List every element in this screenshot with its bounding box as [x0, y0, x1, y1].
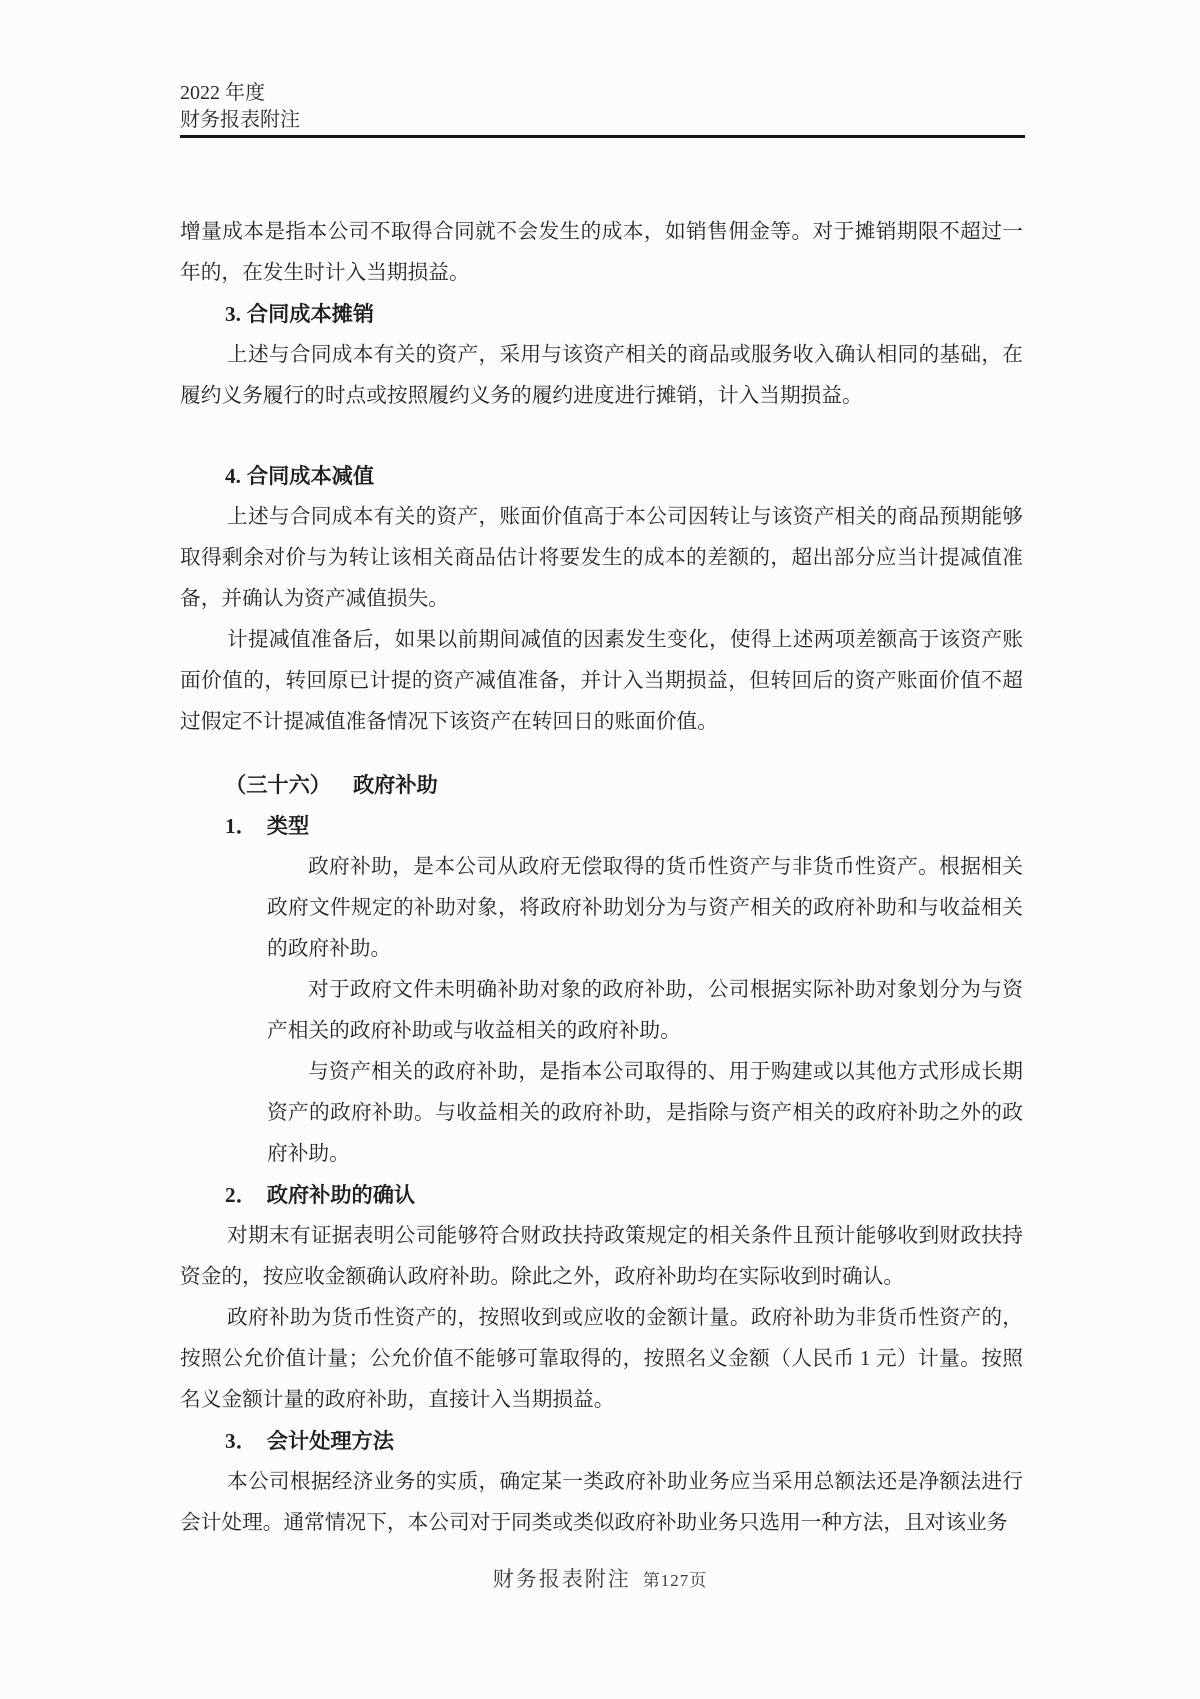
- sub-heading: [180, 1175, 1023, 1216]
- clause-heading: [180, 456, 1023, 497]
- paragraph: 政府补助为货币性资产的，按照收到或应收的金额计量。政府补助为非货币性资产的，按照公允价值计量；公允价值不能够可靠取得的，按照名义金额（人民币 1 元）计量。按照名义金额计量的政府补助，直接计入当期损益。: [180, 1307, 1023, 1411]
- document-body: [180, 212, 1023, 1544]
- clause-heading: [180, 294, 1023, 335]
- paragraph: 本公司根据经济业务的实质，确定某一类政府补助业务应当采用总额法还是净额法进行会计处理。通常情况下，本公司对于同类或类似政府补助业务只选用一种方法，且对该业务: [180, 1471, 1023, 1534]
- paragraph: 计提减值准备后，如果以前期间减值的因素发生变化，使得上述两项差额高于该资产账面价值的，转回原已计提的资产减值准备，并计入当期损益，但转回后的资产账面价值不超过假定不计提减值准备情况下该资产在转回日的账面价值。: [180, 629, 1023, 733]
- footer-doc-title: 财务报表附注: [492, 1567, 631, 1591]
- heading-number: 3．: [225, 1429, 257, 1453]
- heading-title: 会计处理方法: [266, 1429, 394, 1453]
- paragraph: 上述与合同成本有关的资产，账面价值高于本公司因转让与该资产相关的商品预期能够取得剩余对价与为转让该相关商品估计将要发生的成本的差额的，超出部分应当计提减值准备，并确认为资产减值损失。: [180, 506, 1023, 610]
- paragraph: 政府补助，是本公司从政府无偿取得的货币性资产与非货币性资产。根据相关政府文件规定的补助对象，将政府补助划分为与资产相关的政府补助和与收益相关的政府补助。: [267, 856, 1023, 960]
- heading-title: 政府补助的确认: [266, 1183, 416, 1207]
- heading-title: 类型: [266, 814, 310, 838]
- heading-title: 合同成本摊销: [246, 302, 375, 326]
- header-rule: [180, 135, 1025, 138]
- paragraph: 增量成本是指本公司不取得合同就不会发生的成本，如销售佣金等。对于摊销期限不超过一年的，在发生时计入当期损益。: [180, 221, 1023, 284]
- footer-page-number: 第127页: [642, 1571, 708, 1590]
- paragraph: 上述与合同成本有关的资产，采用与该资产相关的商品或服务收入确认相同的基础，在履约义务履行的时点或按照履约义务的履约进度进行摊销，计入当期损益。: [180, 344, 1023, 407]
- section-heading: [180, 765, 1023, 806]
- page-footer: [0, 1563, 1200, 1593]
- paragraph: 对期末有证据表明公司能够符合财政扶持政策规定的相关条件且预计能够收到财政扶持资金的，按应收金额确认政府补助。除此之外，政府补助均在实际收到时确认。: [180, 1225, 1023, 1288]
- page-header: [180, 80, 300, 134]
- heading-number: 2．: [225, 1183, 257, 1207]
- heading-title: 合同成本减值: [246, 464, 375, 488]
- heading-number: （三十六）: [225, 773, 331, 797]
- sub-heading: [180, 1421, 1023, 1462]
- sub-heading: [180, 806, 1023, 847]
- paragraph: 与资产相关的政府补助，是指本公司取得的、用于购建或以其他方式形成长期资产的政府补助。与收益相关的政府补助，是指除与资产相关的政府补助之外的政府补助。: [267, 1061, 1023, 1165]
- report-doc-title: 财务报表附注: [180, 109, 300, 131]
- heading-number: 3.: [225, 302, 241, 326]
- heading-title: 政府补助: [352, 773, 438, 797]
- heading-number: 4.: [225, 464, 241, 488]
- report-year: 2022 年度: [180, 82, 265, 104]
- paragraph: 对于政府文件未明确补助对象的政府补助，公司根据实际补助对象划分为与资产相关的政府补助或与收益相关的政府补助。: [267, 979, 1023, 1042]
- heading-number: 1．: [225, 814, 257, 838]
